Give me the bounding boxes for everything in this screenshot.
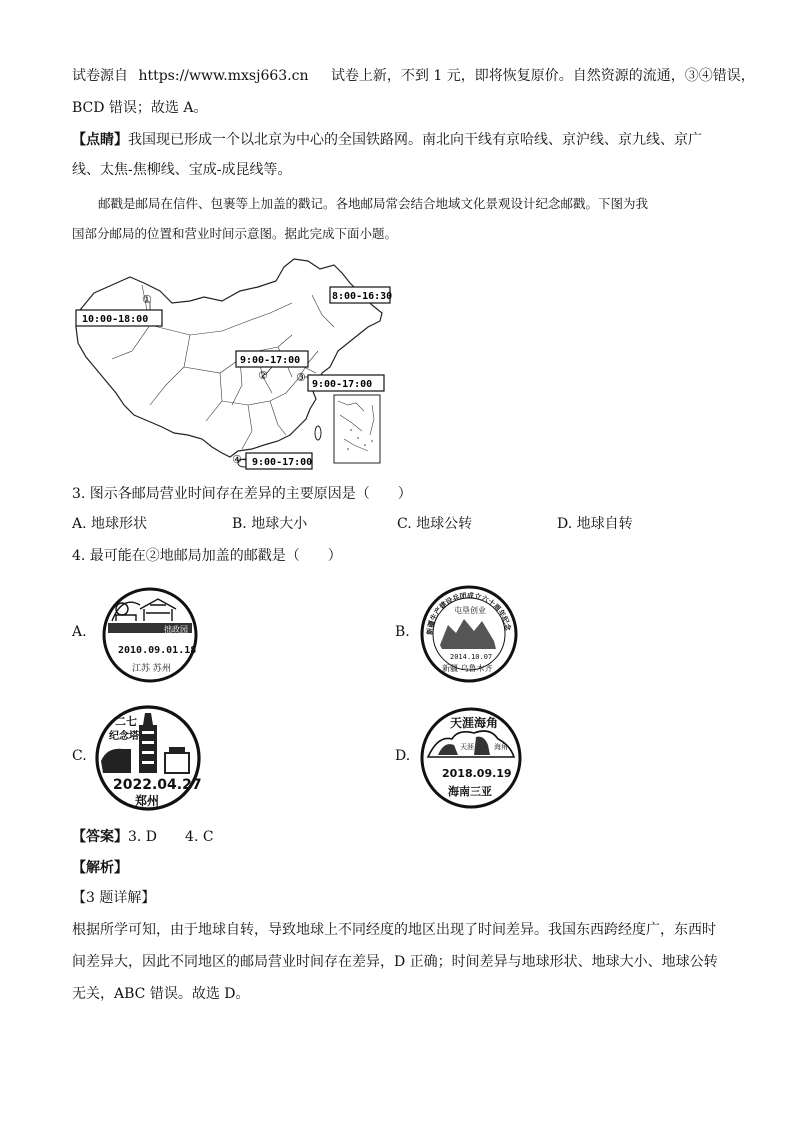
time-4: 9:00-17:00 xyxy=(252,457,313,468)
time-box-3 xyxy=(308,375,384,391)
analysis-tag: 【解析】 xyxy=(72,860,128,876)
answer-carryover: BCD 错误；故选 A。 xyxy=(72,100,208,116)
answer-tag: 【答案】 xyxy=(72,829,128,845)
time-3: 9:00-17:00 xyxy=(312,379,373,390)
stamp-d-place: 海南三亚 xyxy=(448,785,492,798)
stamp-a[interactable] xyxy=(100,585,200,685)
stamp-c-place: 郑州 xyxy=(135,794,160,808)
stamp-b-place: 新疆 乌鲁木齐 xyxy=(442,664,493,673)
south-sea-inset xyxy=(334,395,380,463)
stamp-d-title: 天涯海角 xyxy=(450,716,499,730)
q3-option-c[interactable]: C. 地球公转 xyxy=(397,516,473,532)
stamp-d-sub1: 天涯 xyxy=(460,743,474,751)
time-box-2 xyxy=(236,351,308,367)
q3-option-b[interactable]: B. 地球大小 xyxy=(232,516,308,532)
q4-option-d-label[interactable]: D. xyxy=(395,748,411,764)
tip-text-1: 我国现已形成一个以北京为中心的全国铁路网。南北向干线有京哈线、京沪线、京九线、京广 xyxy=(128,132,702,148)
time-box-1 xyxy=(76,310,162,326)
stamp-b-top: 新疆生产建设兵团成立六十周年纪念 xyxy=(425,591,512,636)
stamp-c-date: 2022.04.27 xyxy=(113,777,202,793)
analysis-line-3: 无关，ABC 错误。故选 D。 xyxy=(72,986,250,1002)
time-box-4 xyxy=(246,453,312,469)
q4-option-a-label[interactable]: A. xyxy=(72,624,87,640)
marker-1: ① xyxy=(142,293,152,306)
stamp-d[interactable] xyxy=(418,705,524,811)
svg-text:纪念塔: 纪念塔 xyxy=(109,731,139,742)
time-box-5 xyxy=(330,287,392,303)
source-suffix: 试卷上新，不到 1 元，即将恢复原价。自然资源的流通，③④错误， xyxy=(330,68,755,84)
time-2: 9:00-17:00 xyxy=(240,355,301,366)
stamp-a-date: 2010.09.01.18 xyxy=(118,645,197,656)
stamp-b-middle: 屯垦创业 xyxy=(454,606,486,615)
answer-text: 3. D 4. C xyxy=(128,829,214,845)
stamp-d-date: 2018.09.19 xyxy=(442,767,512,780)
stamp-a-place: 江苏 苏州 xyxy=(132,664,171,674)
stamp-c[interactable] xyxy=(93,703,203,813)
q4-stem: 4. 最可能在②地邮局加盖的邮戳是（ ） xyxy=(72,548,342,564)
q3-stem: 3. 图示各邮局营业时间存在差异的主要原因是（ ） xyxy=(72,486,412,502)
taiwan-island xyxy=(315,426,321,440)
time-5: 8:00-16:30 xyxy=(332,291,393,302)
answer-line xyxy=(72,827,214,847)
stamp-a-name: 拙政园 xyxy=(164,625,188,634)
analysis-subheading: 【3 题详解】 xyxy=(72,890,156,906)
intro-line-1: 邮戳是邮局在信件、包裹等上加盖的戳记。各地邮局常会结合地域文化景观设计纪念邮戳。下图为我 xyxy=(98,196,649,211)
q4-option-c-label[interactable]: C. xyxy=(72,748,87,764)
tip-tag: 【点睛】 xyxy=(72,132,128,148)
tip-line-2: 线、太焦-焦柳线、宝成-成昆线等。 xyxy=(72,162,292,178)
stamp-b[interactable] xyxy=(418,583,520,685)
source-prefix: 试卷源自 xyxy=(72,68,128,84)
q3-option-d[interactable]: D. 地球自转 xyxy=(557,516,633,532)
source-url[interactable]: https://www.mxsj663.cn xyxy=(138,68,309,84)
tip-line-1 xyxy=(72,130,702,150)
source-line xyxy=(72,66,755,86)
analysis-line-2: 间差异大，因此不同地区的邮局营业时间存在差异，D 正确；时间差异与地球形状、地球大小、地球公转 xyxy=(72,954,718,970)
q3-option-a[interactable]: A. 地球形状 xyxy=(72,516,148,532)
marker-3: ③ xyxy=(296,371,306,384)
marker-4: ④ xyxy=(232,453,242,466)
intro-line-2: 国部分邮局的位置和营业时间示意图。据此完成下面小题。 xyxy=(72,226,398,241)
marker-2: ② xyxy=(258,369,268,382)
stamp-d-sub2: 海角 xyxy=(494,743,508,751)
stamp-b-date: 2014.10.07 xyxy=(450,653,493,661)
svg-text:二七: 二七 xyxy=(115,715,137,728)
time-1: 10:00-18:00 xyxy=(82,314,149,325)
china-map xyxy=(72,255,402,470)
analysis-line-1: 根据所学可知，由于地球自转，导致地球上不同经度的地区出现了时间差异。我国东西跨经度广，东西时 xyxy=(72,922,716,938)
q4-option-b-label[interactable]: B. xyxy=(395,624,410,640)
